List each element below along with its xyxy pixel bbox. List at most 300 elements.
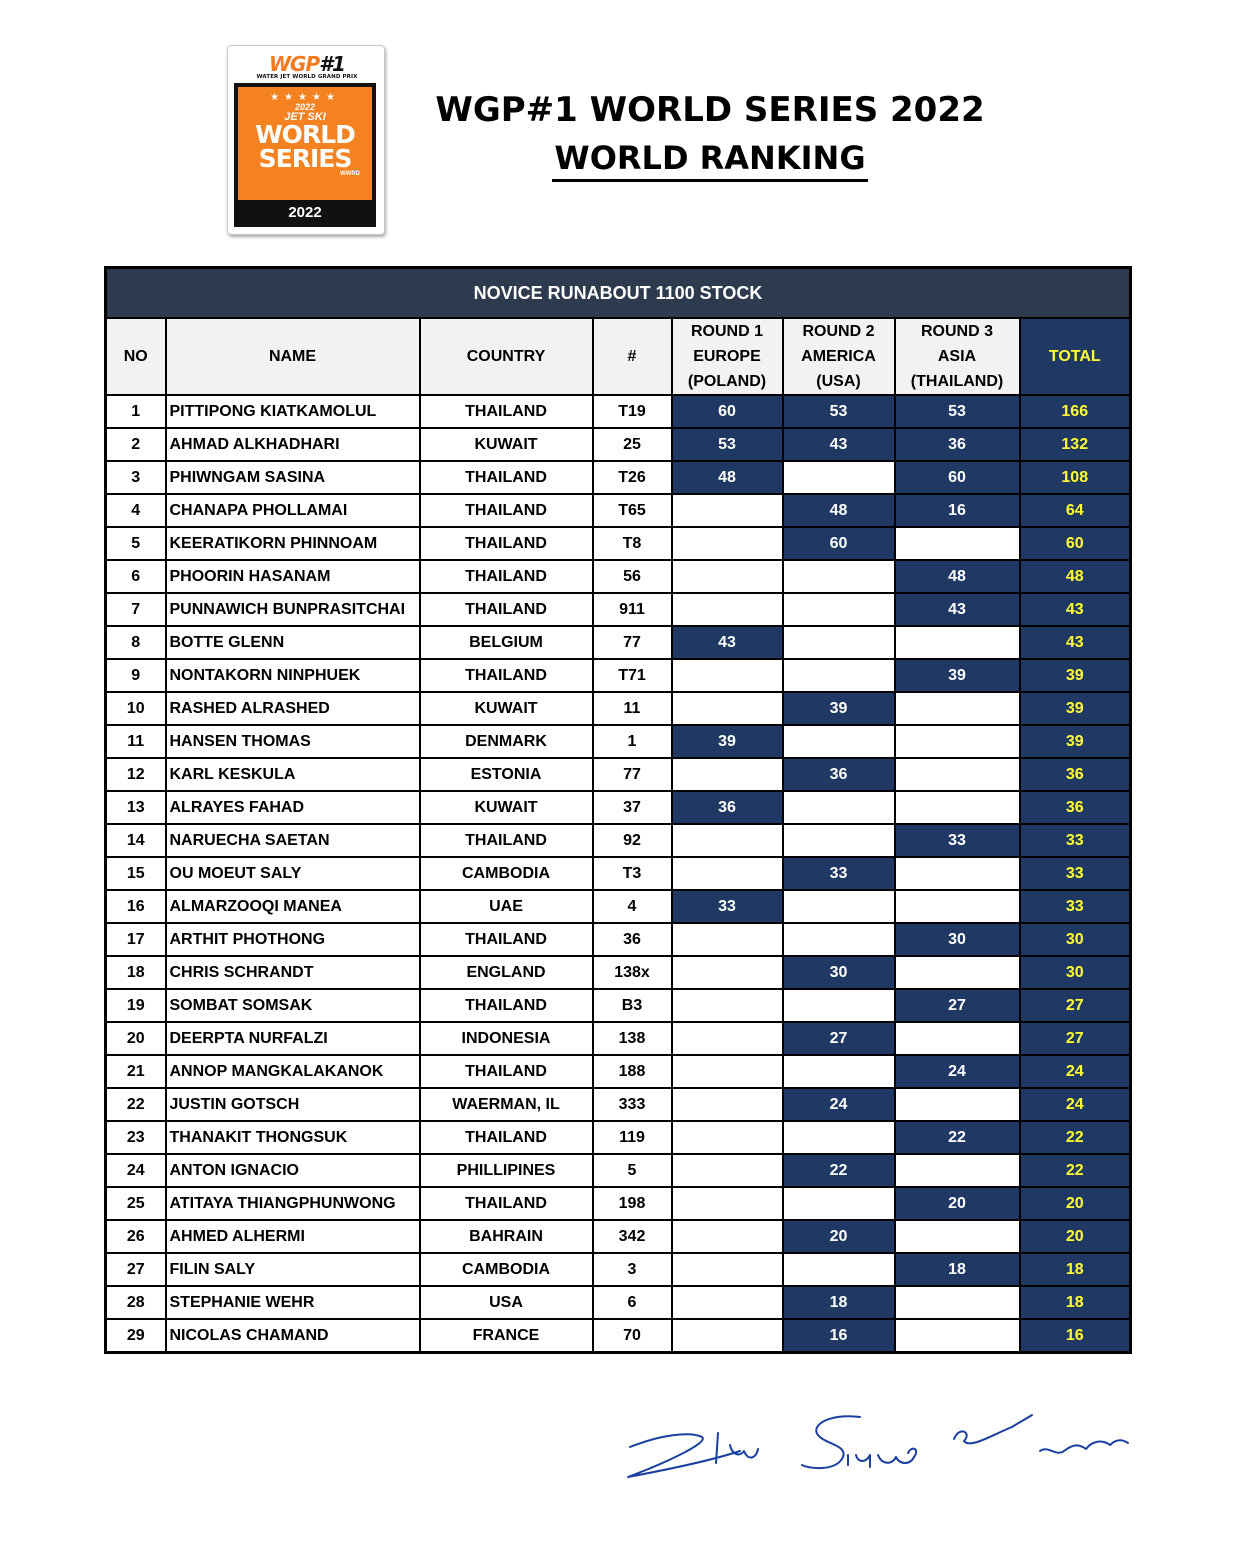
cell-name: PHOORIN HASANAM	[166, 560, 420, 593]
cell-round2	[783, 1055, 895, 1088]
cell-country: KUWAIT	[420, 692, 593, 725]
cell-round1	[672, 659, 783, 692]
table-row	[106, 626, 1131, 659]
cell-total: 166	[1020, 395, 1131, 428]
table-row	[106, 1187, 1131, 1220]
cell-round1	[672, 1187, 783, 1220]
cell-round1: 33	[672, 890, 783, 923]
cell-total: 39	[1020, 725, 1131, 758]
cell-round3	[895, 857, 1020, 890]
table-row	[106, 527, 1131, 560]
cell-round2	[783, 1187, 895, 1220]
header-round2-line2: AMERICA	[801, 348, 876, 365]
cell-no: 14	[106, 824, 166, 857]
signature-3	[954, 1415, 1032, 1443]
cell-round2: 39	[783, 692, 895, 725]
cell-no: 12	[106, 758, 166, 791]
cell-round2: 30	[783, 956, 895, 989]
cell-country: THAILAND	[420, 659, 593, 692]
cell-round1: 60	[672, 395, 783, 428]
cell-number: 4	[593, 890, 672, 923]
cell-total: 33	[1020, 824, 1131, 857]
cell-no: 1	[106, 395, 166, 428]
cell-name: ALRAYES FAHAD	[166, 791, 420, 824]
cell-country: KUWAIT	[420, 791, 593, 824]
cell-name: OU MOEUT SALY	[166, 857, 420, 890]
cell-no: 2	[106, 428, 166, 461]
cell-round2	[783, 461, 895, 494]
cell-round1: 48	[672, 461, 783, 494]
cell-name: KARL KESKULA	[166, 758, 420, 791]
cell-no: 20	[106, 1022, 166, 1055]
cell-no: 24	[106, 1154, 166, 1187]
cell-total: 39	[1020, 692, 1131, 725]
cell-total: 22	[1020, 1121, 1131, 1154]
cell-number: T19	[593, 395, 672, 428]
cell-country: DENMARK	[420, 725, 593, 758]
cell-round3	[895, 1319, 1020, 1353]
header-round1-line2: EUROPE	[693, 348, 761, 365]
logo-brand-subtitle: WATER JET WORLD GRAND PRIX	[256, 74, 358, 80]
cell-total: 20	[1020, 1220, 1131, 1253]
signatures	[620, 1405, 1140, 1495]
cell-country: UAE	[420, 890, 593, 923]
cell-round3: 27	[895, 989, 1020, 1022]
table-row	[106, 1286, 1131, 1319]
cell-total: 43	[1020, 626, 1131, 659]
table-row	[106, 725, 1131, 758]
cell-round2	[783, 626, 895, 659]
cell-round3	[895, 1022, 1020, 1055]
cell-name: STEPHANIE WEHR	[166, 1286, 420, 1319]
cell-total: 27	[1020, 1022, 1131, 1055]
header-number: #	[593, 318, 672, 395]
cell-number: 138	[593, 1022, 672, 1055]
cell-round1: 39	[672, 725, 783, 758]
cell-number: T26	[593, 461, 672, 494]
cell-round3	[895, 725, 1020, 758]
cell-number: 77	[593, 626, 672, 659]
cell-name: SOMBAT SOMSAK	[166, 989, 420, 1022]
cell-total: 60	[1020, 527, 1131, 560]
logo-badge-jetski: JET SKI	[284, 111, 326, 123]
cell-no: 10	[106, 692, 166, 725]
cell-round3: 30	[895, 923, 1020, 956]
cell-round3: 53	[895, 395, 1020, 428]
cell-country: KUWAIT	[420, 428, 593, 461]
table-row	[106, 923, 1131, 956]
cell-total: 33	[1020, 857, 1131, 890]
cell-round1: 36	[672, 791, 783, 824]
cell-number: 333	[593, 1088, 672, 1121]
ranking-table	[104, 266, 1132, 1354]
cell-round2	[783, 560, 895, 593]
cell-total: 30	[1020, 956, 1131, 989]
cell-number: T8	[593, 527, 672, 560]
cell-number: 25	[593, 428, 672, 461]
cell-total: 108	[1020, 461, 1131, 494]
cell-round3: 48	[895, 560, 1020, 593]
cell-total: 30	[1020, 923, 1131, 956]
cell-round3: 22	[895, 1121, 1020, 1154]
cell-country: THAILAND	[420, 461, 593, 494]
cell-no: 29	[106, 1319, 166, 1353]
cell-total: 43	[1020, 593, 1131, 626]
cell-country: THAILAND	[420, 494, 593, 527]
page-subtitle-text: WORLD RANKING	[552, 139, 867, 182]
cell-round1	[672, 692, 783, 725]
cell-no: 16	[106, 890, 166, 923]
logo-badge-year-small: 2022	[294, 102, 316, 112]
cell-round3: 33	[895, 824, 1020, 857]
cell-round2	[783, 824, 895, 857]
cell-name: DEERPTA NURFALZI	[166, 1022, 420, 1055]
cell-country: INDONESIA	[420, 1022, 593, 1055]
cell-name: KEERATIKORN PHINNOAM	[166, 527, 420, 560]
wgp-world-series-logo	[227, 45, 385, 235]
cell-country: THAILAND	[420, 1187, 593, 1220]
cell-round2	[783, 659, 895, 692]
cell-round3: 36	[895, 428, 1020, 461]
table-row	[106, 758, 1131, 791]
table-row	[106, 659, 1131, 692]
cell-round3: 20	[895, 1187, 1020, 1220]
header-no: NO	[106, 318, 166, 395]
table-row	[106, 1220, 1131, 1253]
table-header-row	[106, 318, 1131, 395]
cell-round3: 24	[895, 1055, 1020, 1088]
cell-no: 19	[106, 989, 166, 1022]
cell-round3	[895, 692, 1020, 725]
table-row	[106, 791, 1131, 824]
cell-no: 18	[106, 956, 166, 989]
cell-no: 21	[106, 1055, 166, 1088]
cell-country: THAILAND	[420, 1121, 593, 1154]
cell-round3	[895, 956, 1020, 989]
header-total: TOTAL	[1020, 318, 1131, 395]
cell-name: BOTTE GLENN	[166, 626, 420, 659]
cell-round1	[672, 1154, 783, 1187]
table-row	[106, 692, 1131, 725]
cell-round1	[672, 1088, 783, 1121]
cell-round2	[783, 791, 895, 824]
signature-1	[628, 1433, 758, 1477]
cell-total: 39	[1020, 659, 1131, 692]
cell-round2: 43	[783, 428, 895, 461]
logo-badge	[234, 83, 376, 227]
cell-number: T65	[593, 494, 672, 527]
cell-number: 70	[593, 1319, 672, 1353]
cell-round3	[895, 1286, 1020, 1319]
cell-no: 26	[106, 1220, 166, 1253]
cell-country: THAILAND	[420, 824, 593, 857]
cell-round2: 18	[783, 1286, 895, 1319]
table-row	[106, 1253, 1131, 1286]
cell-total: 16	[1020, 1319, 1131, 1353]
cell-number: T3	[593, 857, 672, 890]
cell-total: 48	[1020, 560, 1131, 593]
cell-country: BELGIUM	[420, 626, 593, 659]
cell-round2	[783, 1121, 895, 1154]
cell-round3	[895, 758, 1020, 791]
cell-round2	[783, 725, 895, 758]
cell-round1	[672, 1253, 783, 1286]
cell-number: T71	[593, 659, 672, 692]
cell-round1	[672, 824, 783, 857]
cell-total: 24	[1020, 1055, 1131, 1088]
cell-round3: 16	[895, 494, 1020, 527]
cell-round2: 36	[783, 758, 895, 791]
cell-round1: 43	[672, 626, 783, 659]
cell-round2	[783, 989, 895, 1022]
cell-total: 20	[1020, 1187, 1131, 1220]
cell-no: 15	[106, 857, 166, 890]
cell-round2	[783, 923, 895, 956]
table-row	[106, 1022, 1131, 1055]
cell-round2: 60	[783, 527, 895, 560]
cell-number: 56	[593, 560, 672, 593]
cell-round1	[672, 593, 783, 626]
logo-badge-wwr: WWRD	[340, 171, 360, 177]
cell-total: 22	[1020, 1154, 1131, 1187]
cell-round2: 48	[783, 494, 895, 527]
cell-round1	[672, 494, 783, 527]
table-row	[106, 560, 1131, 593]
table-row	[106, 857, 1131, 890]
cell-country: THAILAND	[420, 395, 593, 428]
cell-round3	[895, 1154, 1020, 1187]
cell-no: 4	[106, 494, 166, 527]
cell-country: THAILAND	[420, 923, 593, 956]
cell-country: FRANCE	[420, 1319, 593, 1353]
cell-country: THAILAND	[420, 593, 593, 626]
cell-number: 911	[593, 593, 672, 626]
cell-round3: 43	[895, 593, 1020, 626]
cell-country: WAERMAN, IL	[420, 1088, 593, 1121]
cell-no: 3	[106, 461, 166, 494]
cell-total: 27	[1020, 989, 1131, 1022]
cell-name: ALMARZOOQI MANEA	[166, 890, 420, 923]
table-row	[106, 1154, 1131, 1187]
table-row	[106, 593, 1131, 626]
header-round2-line3: (USA)	[816, 373, 861, 390]
cell-country: USA	[420, 1286, 593, 1319]
cell-round1	[672, 1055, 783, 1088]
cell-country: PHILLIPINES	[420, 1154, 593, 1187]
cell-round1	[672, 560, 783, 593]
cell-round2: 16	[783, 1319, 895, 1353]
cell-round3: 18	[895, 1253, 1020, 1286]
cell-round1	[672, 1022, 783, 1055]
logo-brand-text: WGP#1	[269, 52, 345, 76]
cell-total: 36	[1020, 758, 1131, 791]
table-row	[106, 494, 1131, 527]
cell-round1	[672, 1220, 783, 1253]
cell-number: 342	[593, 1220, 672, 1253]
cell-round2	[783, 1253, 895, 1286]
cell-name: HANSEN THOMAS	[166, 725, 420, 758]
cell-round1	[672, 857, 783, 890]
cell-number: 188	[593, 1055, 672, 1088]
cell-round1	[672, 1121, 783, 1154]
cell-no: 11	[106, 725, 166, 758]
cell-round2	[783, 890, 895, 923]
cell-number: 36	[593, 923, 672, 956]
table-row	[106, 956, 1131, 989]
cell-number: 198	[593, 1187, 672, 1220]
page-subtitle	[400, 136, 1020, 180]
table-caption: NOVICE RUNABOUT 1100 STOCK	[106, 268, 1131, 319]
cell-round1	[672, 1286, 783, 1319]
cell-name: RASHED ALRASHED	[166, 692, 420, 725]
cell-name: CHANAPA PHOLLAMAI	[166, 494, 420, 527]
cell-no: 28	[106, 1286, 166, 1319]
cell-round1: 53	[672, 428, 783, 461]
cell-no: 13	[106, 791, 166, 824]
cell-total: 33	[1020, 890, 1131, 923]
header-round1	[672, 318, 783, 395]
cell-round1	[672, 923, 783, 956]
cell-round3	[895, 626, 1020, 659]
cell-round1	[672, 956, 783, 989]
logo-badge-line1: WORLD	[255, 120, 355, 149]
cell-number: 138x	[593, 956, 672, 989]
cell-country: CAMBODIA	[420, 857, 593, 890]
table-row	[106, 428, 1131, 461]
cell-number: 6	[593, 1286, 672, 1319]
cell-number: 119	[593, 1121, 672, 1154]
cell-number: 37	[593, 791, 672, 824]
cell-round3	[895, 1220, 1020, 1253]
cell-name: CHRIS SCHRANDT	[166, 956, 420, 989]
cell-name: AHMED ALHERMI	[166, 1220, 420, 1253]
cell-round3	[895, 527, 1020, 560]
stars-icon: ★★★★★	[270, 92, 340, 103]
cell-round3	[895, 791, 1020, 824]
cell-no: 8	[106, 626, 166, 659]
cell-no: 6	[106, 560, 166, 593]
cell-number: 92	[593, 824, 672, 857]
cell-country: ESTONIA	[420, 758, 593, 791]
header-country: COUNTRY	[420, 318, 593, 395]
cell-round3: 39	[895, 659, 1020, 692]
cell-number: 1	[593, 725, 672, 758]
table-row	[106, 1088, 1131, 1121]
cell-name: FILIN SALY	[166, 1253, 420, 1286]
cell-round2: 33	[783, 857, 895, 890]
cell-no: 22	[106, 1088, 166, 1121]
cell-no: 27	[106, 1253, 166, 1286]
cell-name: PHIWNGAM SASINA	[166, 461, 420, 494]
table-row	[106, 461, 1131, 494]
signature-2	[802, 1416, 916, 1468]
cell-number: 5	[593, 1154, 672, 1187]
cell-country: CAMBODIA	[420, 1253, 593, 1286]
cell-name: PUNNAWICH BUNPRASITCHAI	[166, 593, 420, 626]
header-round1-line1: ROUND 1	[690, 323, 763, 340]
cell-name: JUSTIN GOTSCH	[166, 1088, 420, 1121]
cell-name: THANAKIT THONGSUK	[166, 1121, 420, 1154]
table-row	[106, 824, 1131, 857]
logo-brand	[250, 54, 364, 82]
cell-round2: 27	[783, 1022, 895, 1055]
cell-total: 24	[1020, 1088, 1131, 1121]
header-round3-line3: (THAILAND)	[910, 373, 1004, 390]
cell-name: ANNOP MANGKALAKANOK	[166, 1055, 420, 1088]
header-round3-line2: ASIA	[937, 348, 977, 365]
cell-name: NARUECHA SAETAN	[166, 824, 420, 857]
cell-name: AHMAD ALKHADHARI	[166, 428, 420, 461]
cell-no: 7	[106, 593, 166, 626]
logo-badge-year: 2022	[288, 204, 322, 221]
cell-name: ANTON IGNACIO	[166, 1154, 420, 1187]
cell-round2: 22	[783, 1154, 895, 1187]
cell-number: 3	[593, 1253, 672, 1286]
table-row	[106, 395, 1131, 428]
cell-country: THAILAND	[420, 560, 593, 593]
cell-country: THAILAND	[420, 1055, 593, 1088]
table-row	[106, 1319, 1131, 1353]
signature-4	[1040, 1440, 1128, 1453]
header-round2-line1: ROUND 2	[802, 323, 875, 340]
cell-round1	[672, 989, 783, 1022]
cell-no: 17	[106, 923, 166, 956]
cell-total: 36	[1020, 791, 1131, 824]
cell-name: NICOLAS CHAMAND	[166, 1319, 420, 1353]
cell-total: 132	[1020, 428, 1131, 461]
table-row	[106, 890, 1131, 923]
cell-name: PITTIPONG KIATKAMOLUL	[166, 395, 420, 428]
cell-name: ATITAYA THIANGPHUNWONG	[166, 1187, 420, 1220]
cell-round3: 60	[895, 461, 1020, 494]
cell-round2: 53	[783, 395, 895, 428]
logo-badge-orange	[238, 87, 372, 200]
cell-round3	[895, 890, 1020, 923]
table-row	[106, 1121, 1131, 1154]
header-round2	[783, 318, 895, 395]
cell-no: 5	[106, 527, 166, 560]
table-row	[106, 989, 1131, 1022]
cell-total: 18	[1020, 1286, 1131, 1319]
cell-country: BAHRAIN	[420, 1220, 593, 1253]
cell-round3	[895, 1088, 1020, 1121]
logo-badge-line2: SERIES	[258, 144, 352, 173]
header-name: NAME	[166, 318, 420, 395]
cell-total: 18	[1020, 1253, 1131, 1286]
page-title: WGP#1 WORLD SERIES 2022	[435, 90, 985, 130]
cell-country: THAILAND	[420, 527, 593, 560]
cell-name: ARTHIT PHOTHONG	[166, 923, 420, 956]
header-round3	[895, 318, 1020, 395]
cell-number: 77	[593, 758, 672, 791]
cell-number: 11	[593, 692, 672, 725]
cell-name: NONTAKORN NINPHUEK	[166, 659, 420, 692]
cell-round1	[672, 758, 783, 791]
header-round1-line3: (POLAND)	[687, 373, 767, 390]
cell-total: 64	[1020, 494, 1131, 527]
table-row	[106, 1055, 1131, 1088]
cell-country: THAILAND	[420, 989, 593, 1022]
cell-country: ENGLAND	[420, 956, 593, 989]
cell-number: B3	[593, 989, 672, 1022]
header-round3-line1: ROUND 3	[920, 323, 993, 340]
cell-round2: 24	[783, 1088, 895, 1121]
cell-round2: 20	[783, 1220, 895, 1253]
cell-no: 9	[106, 659, 166, 692]
cell-round1	[672, 527, 783, 560]
cell-no: 23	[106, 1121, 166, 1154]
cell-round2	[783, 593, 895, 626]
